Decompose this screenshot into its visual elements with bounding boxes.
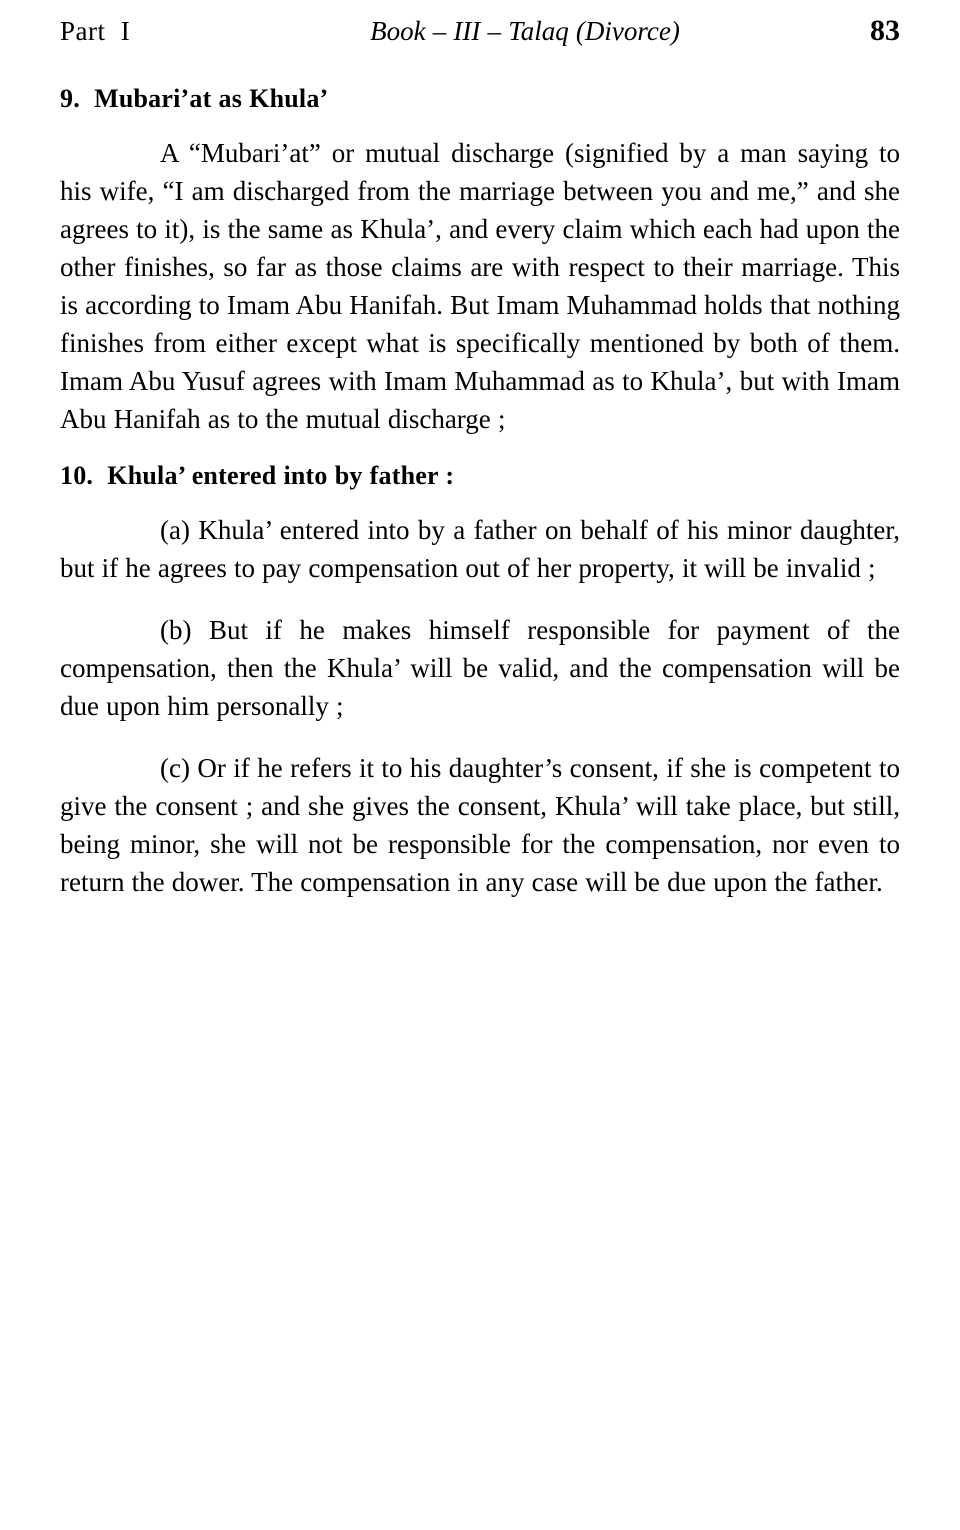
running-header	[60, 14, 900, 54]
section-10-paragraph-b: (b) But if he makes himself responsible for payment of the compensation, then the Khula’ will be valid, and the compensation will be due upon him personally ;	[60, 614, 900, 721]
section-heading-10: 10. Khula’ entered into by father :	[60, 460, 455, 490]
page-number: 83	[870, 14, 900, 47]
section-9-paragraph-1: A “Mubari’at” or mutual discharge (signified by a man saying to his wife, “I am discharged from the marriage between you and me,” and she agrees to it), is the same as Khula’, and every claim which each had upon the other finishes, so far as those claims are with respect to their marriage. This is according to Imam Abu Hanifah. But Imam Muhammad holds that nothing finishes from either except what is specifically mentioned by both of them. Imam Abu Yusuf agrees with Imam Muhammad as to Khula’, but with Imam Abu Hanifah as to the mutual discharge ;	[60, 138, 900, 435]
section-10-paragraph-c: (c) Or if he refers it to his daughter’s consent, if she is competent to give the consent ; and she gives the consent, Khula’ will take place, but still, being minor, she will not be responsible for the compensation, nor even to return the dower. The compensation in any case will be due upon the father.	[60, 752, 900, 897]
header-book-title: Book – III – Talaq (Divorce)	[370, 16, 680, 46]
header-part-label: Part I	[60, 16, 131, 46]
section-10-paragraph-a: (a) Khula’ entered into by a father on behalf of his minor daughter, but if he agrees to pay compensation out of her property, it will be invalid ;	[60, 514, 900, 583]
section-heading-9: 9. Mubari’at as Khula’	[60, 84, 329, 113]
